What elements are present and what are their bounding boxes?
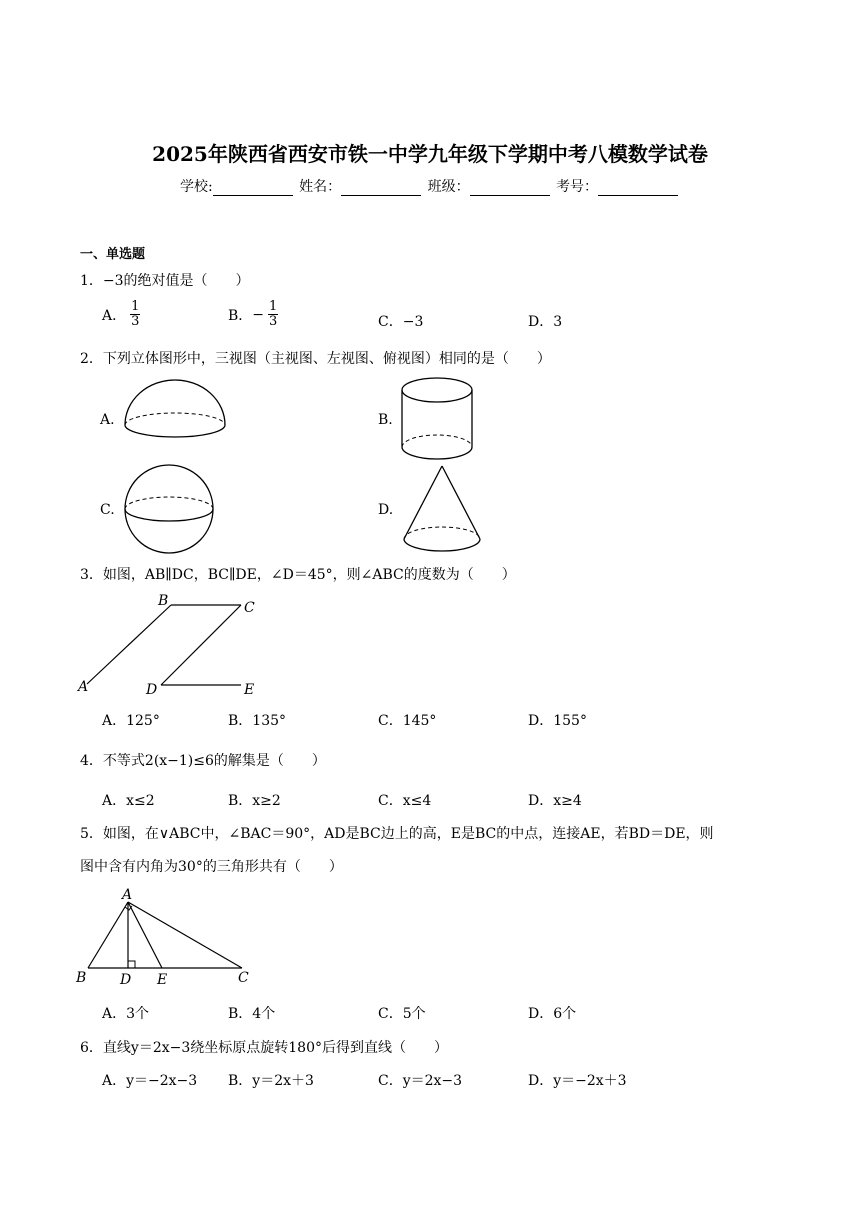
class-blank[interactable] <box>470 181 550 196</box>
name-label: 姓名： <box>299 179 342 195</box>
q4-option-a[interactable]: A．x≤2 <box>102 793 155 809</box>
point-e-label: E <box>157 972 168 988</box>
q1-a-num: 1 <box>131 299 140 314</box>
cylinder-figure <box>398 374 478 464</box>
q1-b-den: 3 <box>269 314 278 330</box>
hemisphere-base-front <box>125 425 225 437</box>
q6-option-d[interactable]: D．y＝−2x＋3 <box>528 1073 627 1089</box>
school-label: 学校: <box>179 179 213 195</box>
q5-option-d[interactable]: D．6个 <box>528 1006 577 1022</box>
q1-option-c[interactable]: C．−3 <box>378 314 424 330</box>
q3-parallel-lines-figure <box>76 592 266 702</box>
section-heading: 一、单选题 <box>80 247 146 262</box>
q1-stem: 1．−3的绝对值是（ ） <box>80 273 250 289</box>
point-b-label: B <box>76 970 87 986</box>
q1-b-label: B． <box>228 307 253 324</box>
q1-b-sign: − <box>252 306 265 323</box>
q4-stem: 4．不等式2(x−1)≤6的解集是（ ） <box>80 753 326 769</box>
cylinder-bottom-back <box>402 435 472 447</box>
point-c-label: C <box>244 600 255 616</box>
q1-a-label: A． <box>102 307 127 324</box>
q1-a-fraction <box>130 300 140 330</box>
q5-option-b[interactable]: B．4个 <box>228 1006 276 1022</box>
q5-option-c[interactable]: C．5个 <box>378 1006 426 1022</box>
cone-figure <box>400 464 486 556</box>
hemisphere-base-back <box>125 413 225 425</box>
q4-option-b[interactable]: B．x≥2 <box>228 793 281 809</box>
q6-stem: 6．直线y＝2x−3绕坐标原点旋转180°后得到直线（ ） <box>80 1040 448 1056</box>
segment-ab <box>87 605 171 684</box>
cylinder-top <box>402 378 472 402</box>
q6-option-b[interactable]: B．y＝2x＋3 <box>228 1073 314 1089</box>
q3-option-b[interactable]: B．135° <box>228 713 287 729</box>
sphere-equator-back <box>125 497 213 509</box>
q6-option-a[interactable]: A．y＝−2x−3 <box>102 1073 198 1089</box>
q5-stem-line2: 图中含有内角为30°的三角形共有（ ） <box>80 859 343 875</box>
q1-option-a[interactable] <box>102 300 140 330</box>
page-title: 2025年陕西省西安市铁一中学九年级下学期中考八模数学试卷 <box>152 142 708 166</box>
sphere-figure <box>120 464 220 554</box>
side-ab <box>88 902 128 968</box>
q2-option-b[interactable]: B. <box>378 412 393 428</box>
point-d-label: D <box>146 682 158 698</box>
sphere-equator-front <box>125 509 213 521</box>
point-e-label: E <box>244 682 255 698</box>
cylinder-bottom-front <box>402 447 472 459</box>
q4-option-c[interactable]: C．x≤4 <box>378 793 432 809</box>
hemisphere-figure <box>120 378 230 458</box>
segment-cd <box>161 605 241 685</box>
q5-stem-line1: 5．如图，在∨ABC中，∠BAC＝90°，AD是BC边上的高，E是BC的中点，连接AE，若BD＝DE，则 <box>80 826 714 842</box>
school-blank[interactable] <box>213 181 293 196</box>
point-d-label: D <box>120 972 132 988</box>
student-info-line <box>0 176 860 196</box>
q4-option-d[interactable]: D．x≥4 <box>528 793 582 809</box>
class-label: 班级： <box>427 179 470 195</box>
cone-base-front <box>404 539 480 551</box>
right-angle-mark-d <box>128 961 135 968</box>
q3-option-c[interactable]: C．145° <box>378 713 437 729</box>
point-b-label: B <box>158 593 169 609</box>
q2-option-a[interactable]: A. <box>100 412 115 428</box>
name-blank[interactable] <box>341 181 421 196</box>
sphere-outline <box>125 465 213 553</box>
cone-right-edge <box>442 466 480 539</box>
q1-a-den: 3 <box>131 314 140 330</box>
q2-stem: 2．下列立体图形中，三视图（主视图、左视图、俯视图）相同的是（ ） <box>80 351 551 367</box>
q3-option-a[interactable]: A．125° <box>102 713 160 729</box>
point-a-label: A <box>122 887 133 903</box>
exam-no-blank[interactable] <box>598 181 678 196</box>
hemisphere-dome <box>125 380 225 425</box>
q3-option-d[interactable]: D．155° <box>528 713 587 729</box>
q1-option-b[interactable] <box>228 300 278 330</box>
q1-b-num: 1 <box>269 299 278 314</box>
q3-stem: 3．如图，AB∥DC，BC∥DE，∠D＝45°，则∠ABC的度数为（ ） <box>80 567 516 583</box>
q2-option-d[interactable]: D. <box>378 502 394 518</box>
q6-option-c[interactable]: C．y＝2x−3 <box>378 1073 463 1089</box>
point-c-label: C <box>238 970 249 986</box>
q1-b-fraction <box>268 300 278 330</box>
q2-option-c[interactable]: C. <box>100 502 115 518</box>
q5-triangle-figure <box>74 884 264 990</box>
point-a-label: A <box>78 679 89 695</box>
q5-option-a[interactable]: A．3个 <box>102 1006 150 1022</box>
cone-base-back <box>404 527 480 539</box>
q1-option-d[interactable]: D．3 <box>528 314 563 330</box>
cone-left-edge <box>404 466 442 539</box>
exam-no-label: 考号： <box>556 179 599 195</box>
